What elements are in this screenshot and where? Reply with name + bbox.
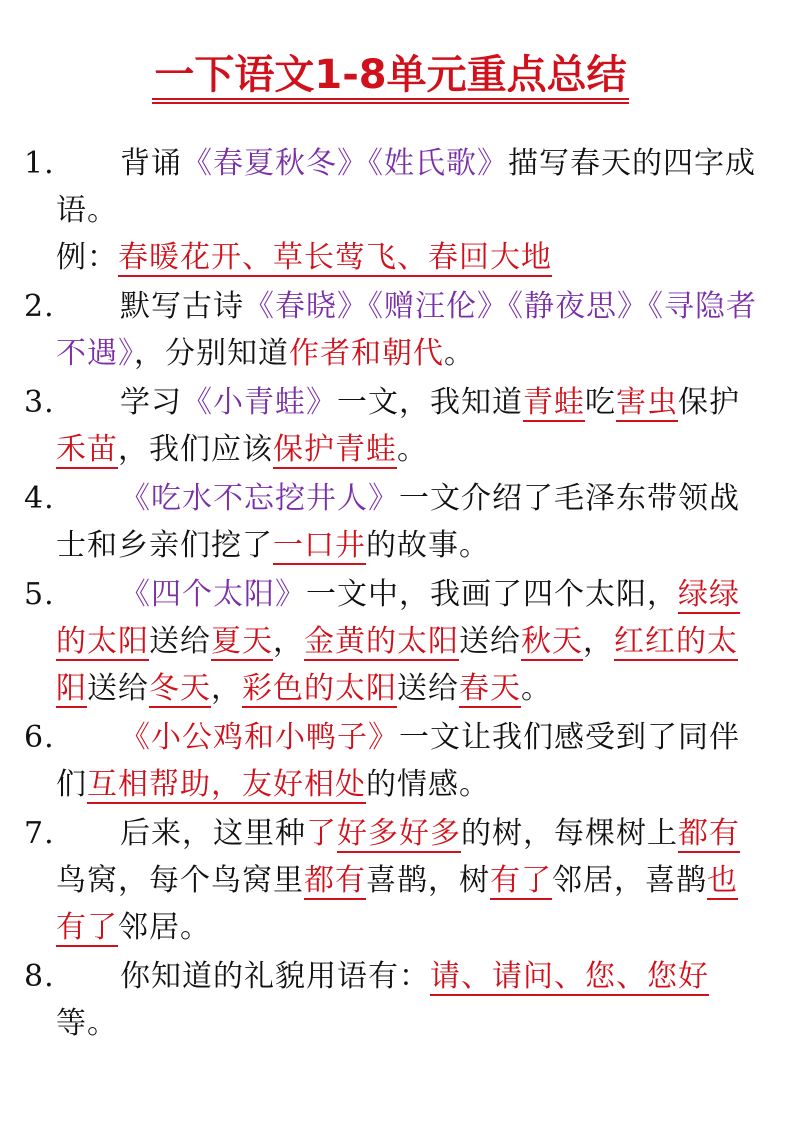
text-run-key: 有了 (490, 863, 552, 898)
item-number: 6. (24, 720, 55, 755)
item-text (56, 379, 757, 473)
text-run-key: 青蛙 (523, 385, 585, 420)
text-run: 描写春天的四字成语。 (56, 146, 756, 228)
item-number: 3. (24, 385, 55, 420)
text-run-title: 《吃水不忘挖井人》 (120, 481, 399, 516)
text-run: 一文中，我画了四个太阳， (306, 577, 678, 612)
text-run: 送给 (87, 671, 149, 706)
list-item (24, 714, 757, 808)
text-run: 背诵 (120, 146, 182, 181)
text-run-key: 都有 (304, 863, 366, 898)
text-run-key: 绿绿的太阳 (56, 577, 740, 659)
list-item (24, 810, 757, 951)
list-item (24, 140, 757, 281)
text-run-key: 秋天 (521, 624, 583, 659)
list-item (24, 953, 757, 1047)
text-run: ， (273, 624, 304, 659)
text-run-key: 红红的太阳 (56, 624, 738, 706)
list-item (24, 379, 757, 473)
item-number: 8. (24, 959, 55, 994)
text-run: 送给 (459, 624, 521, 659)
list-item (24, 283, 757, 377)
text-run-key: 都有 (678, 816, 740, 851)
text-run-key: 金黄的太阳 (304, 624, 459, 659)
text-run-title: 《四个太阳》 (120, 577, 306, 612)
text-run: 邻居，喜鹊 (552, 863, 707, 898)
item-number: 1. (24, 146, 55, 181)
text-run-key: 春暖花开、草长莺飞、春回大地 (118, 240, 552, 275)
text-run: 你知道的礼貌用语有： (120, 959, 430, 994)
text-run: 学习 (120, 385, 182, 420)
page-title: 一下语文1-8单元重点总结 (152, 52, 628, 104)
item-text (56, 283, 757, 377)
item-example (56, 234, 757, 281)
item-number: 2. (24, 289, 55, 324)
text-run: 鸟窝，每个鸟窝里 (56, 863, 304, 898)
text-run-title: 《春夏秋冬》《姓氏歌》 (182, 146, 508, 181)
text-run: 的情感。 (366, 767, 490, 802)
text-run: 吃 (585, 385, 616, 420)
text-run-key: 春天 (459, 671, 521, 706)
item-text (56, 953, 757, 1047)
text-run: 的故事。 (366, 528, 490, 563)
text-run-key: 禾苗 (56, 432, 118, 467)
text-run: 。 (521, 671, 552, 706)
title-wrap (24, 0, 757, 110)
text-run: 送给 (397, 671, 459, 706)
text-run: 的树，每棵树上 (461, 816, 678, 851)
text-run: 邻居。 (118, 910, 211, 945)
item-text (56, 571, 757, 712)
item-text (56, 714, 757, 808)
text-run: 保护 (678, 385, 740, 420)
text-run-key: 作者和朝代 (289, 336, 444, 371)
item-number: 5. (24, 577, 55, 612)
example-prefix: 例： (56, 240, 118, 275)
text-run: ，我们应该 (118, 432, 273, 467)
text-run-key: 害虫 (616, 385, 678, 420)
item-number: 7. (24, 816, 55, 851)
text-run-key: 好多好多 (337, 816, 461, 851)
text-run-key: 也有了 (56, 863, 738, 945)
list-item (24, 475, 757, 569)
text-run-title: 《小公鸡和小鸭子》 (120, 720, 399, 755)
text-run: 默写古诗 (120, 289, 244, 324)
text-run-key: 彩色的太阳 (242, 671, 397, 706)
text-run: 。 (397, 432, 428, 467)
text-run-key: 请、请问、您、您好 (430, 959, 709, 994)
text-run: 喜鹊，树 (366, 863, 490, 898)
summary-list (24, 140, 757, 1047)
item-number: 4. (24, 481, 55, 516)
list-item (24, 571, 757, 712)
text-run: ，分别知道 (134, 336, 289, 371)
text-run-key: 互相帮助，友好相处 (87, 767, 366, 802)
text-run-key: 冬天 (149, 671, 211, 706)
text-run: 一文让我们感受到了同伴们 (56, 720, 740, 802)
text-run: 后来，这里种 (120, 816, 306, 851)
item-text (56, 475, 757, 569)
text-run: ， (583, 624, 614, 659)
text-run: ， (211, 671, 242, 706)
text-run-key: 夏天 (211, 624, 273, 659)
item-text (56, 140, 757, 234)
text-run: 一文介绍了毛泽东带领战士和乡亲们挖了 (56, 481, 740, 563)
text-run-key: 保护青蛙 (273, 432, 397, 467)
text-run-title: 《春晓》《赠汪伦》《静夜思》《寻隐者不遇》 (56, 289, 757, 371)
text-run-title: 《小青蛙》 (182, 385, 337, 420)
text-run: 一文，我知道 (337, 385, 523, 420)
text-run: 。 (444, 336, 475, 371)
item-text (56, 810, 757, 951)
text-run: 等。 (56, 1006, 118, 1041)
text-run-key: 了 (306, 816, 337, 851)
text-run-key: 一口井 (273, 528, 366, 563)
text-run: 送给 (149, 624, 211, 659)
